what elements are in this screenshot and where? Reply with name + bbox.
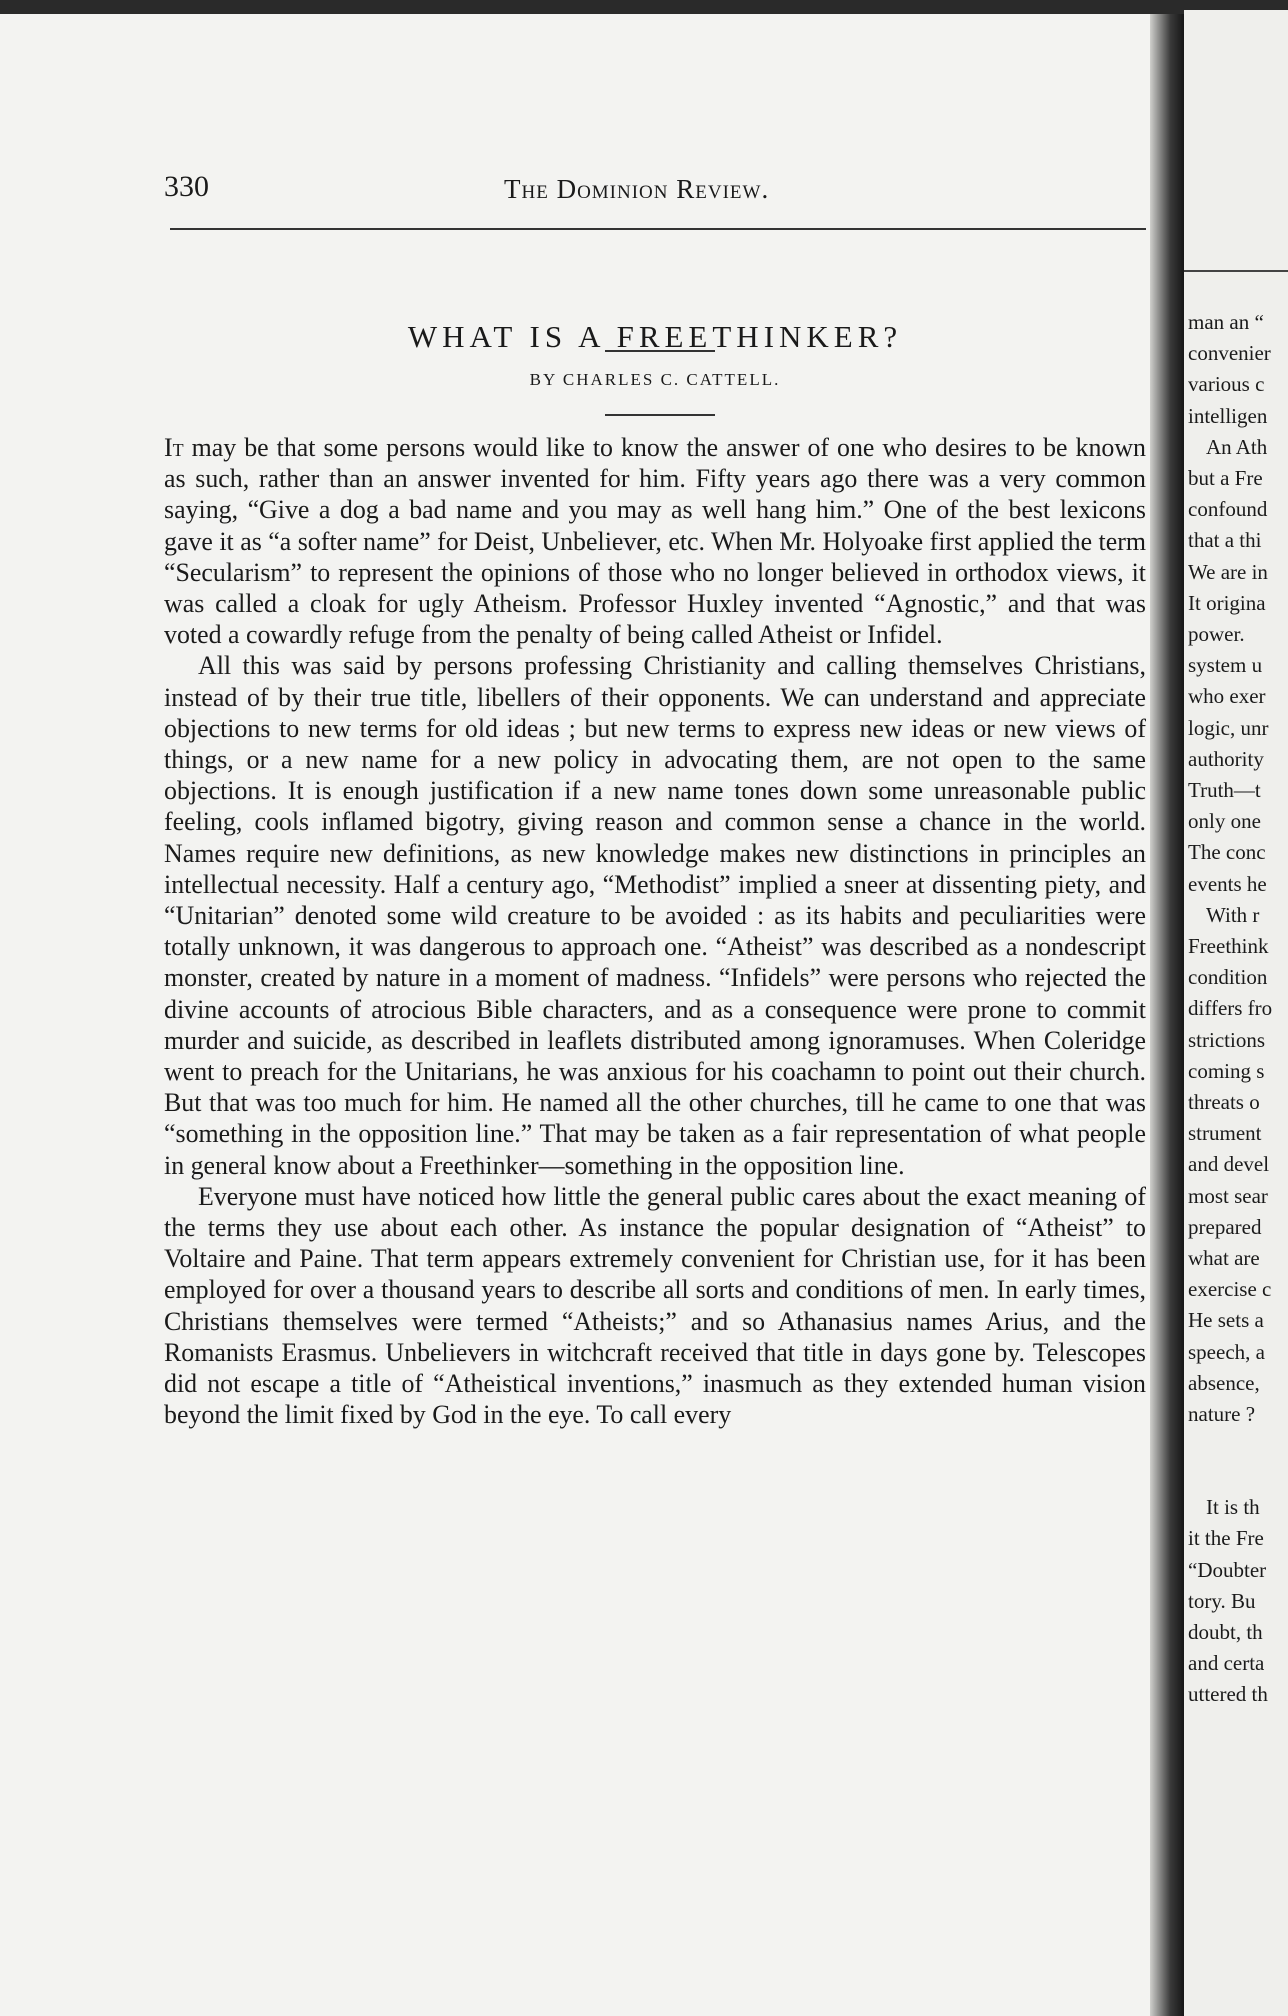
facing-page-line: It origina [1188, 590, 1266, 615]
facing-page-line: speech, a [1188, 1339, 1265, 1364]
facing-page-line: strument [1188, 1121, 1262, 1146]
facing-page-line: exercise c [1188, 1277, 1272, 1302]
facing-page-line: it the Fre [1188, 1526, 1264, 1551]
facing-page-line: uttered th [1188, 1682, 1268, 1707]
facing-page-line: threats o [1188, 1090, 1260, 1114]
article-byline: BY CHARLES C. CATTELL. [529, 370, 781, 389]
facing-page-line: We are in [1188, 559, 1268, 584]
facing-page-fragment [1184, 10, 1288, 2016]
facing-page-line: The conc [1188, 840, 1266, 865]
facing-page-line: An Ath [1206, 434, 1268, 459]
drop-cap: It [164, 433, 184, 462]
facing-page-line: what are [1188, 1246, 1260, 1270]
facing-page-line: coming s [1188, 1058, 1265, 1083]
facing-page-line: man an “ [1188, 310, 1264, 334]
book-spine-shadow [1150, 14, 1184, 2016]
facing-page-line: power. [1188, 622, 1245, 646]
facing-page-line: differs fro [1188, 996, 1273, 1021]
paragraph-1 [164, 432, 1146, 650]
facing-page-line: confound [1188, 497, 1268, 522]
facing-page-line: system u [1188, 653, 1263, 678]
running-head: The Dominion Review. [504, 174, 770, 204]
facing-page-line: tory. Bu [1188, 1588, 1256, 1613]
facing-page-line: and devel [1188, 1152, 1270, 1177]
facing-page-line: various c [1188, 372, 1265, 397]
facing-page-line: most sear [1188, 1183, 1268, 1208]
facing-page-line: It is th [1206, 1495, 1260, 1520]
facing-page-line: “Doubter [1188, 1557, 1267, 1582]
facing-page-line: doubt, th [1188, 1620, 1263, 1644]
facing-page-line: prepared [1188, 1214, 1262, 1239]
facing-page-line: With r [1206, 902, 1260, 927]
facing-page-line: that a thi [1188, 528, 1262, 553]
paragraph-1-text: may be that some persons would like to know the answer of one who desires to be known as such, rather than an answer invented for him. Fifty years ago there was a very common saying, “Give a dog a bad name and you may as well hang him.” One of the best lexicons gave it as “a softer name” for Deist, Unbeliever, etc. When Mr. Holyoake first applied the term “Secularism” to represent the opinions of those who no longer believed in orthodox views, it was called a cloak for ugly Atheism. Professor Huxley invented “Agnostic,” and that was voted a cowardly refuge from the penalty of being called Atheist or Infidel. [164, 433, 1146, 650]
paragraph-2: All this was said by persons professing Christianity and calling themselves Christians, instead of by their true title, libellers of their opponents. We can understand and appreciate objections to new terms for old ideas ; but new terms to express new ideas or new views of things, or a new name for a new policy in advocating them, are not open to the same objections. It is enough justification if a new name tones down some unreasonable public feeling, cools inflamed bigotry, giving reason and common sense a chance in the world. Names require new definitions, as new knowledge makes new distinctions in principles an intellectual necessity. Half a century ago, “Methodist” implied a sneer at dissenting piety, and “Unitarian” denoted some wild creature to be avoided : as its habits and peculiarities were totally unknown, it was dangerous to approach one. “Atheist” was described as a nondescript monster, created by nature in a moment of madness. “Infidels” were persons who rejected the divine accounts of atrocious Bible characters, and as a consequence were prone to commit murder and suicide, as described in leaflets distributed among ignoramuses. When Coleridge went to preach for the Unitarians, he was anxious for his coachamn to point out their church. But that was too much for him. He named all the other churches, till he came to one that was “something in the opposition line.” That may be taken as a fair representation of what people in general know about a Freethinker—something in the opposition line. [164, 651, 1146, 1180]
facing-page-line: Truth—t [1188, 778, 1261, 802]
facing-page-line: convenier [1188, 341, 1271, 366]
facing-page-line: events he [1188, 871, 1267, 896]
facing-page-line: logic, unr [1188, 715, 1269, 740]
facing-page-line: only one [1188, 809, 1261, 834]
facing-page-line: absence, [1188, 1370, 1260, 1395]
facing-page-line: authority [1188, 746, 1264, 771]
article-title: WHAT IS A FREETHINKER? [407, 318, 903, 354]
title-rule [605, 350, 715, 352]
header-rule [170, 228, 1146, 230]
facing-page-line: but a Fre [1188, 466, 1263, 490]
page-header [164, 170, 1146, 220]
byline-rule [605, 414, 715, 416]
facing-page-line: intelligen [1188, 403, 1268, 428]
page-number: 330 [164, 170, 209, 203]
facing-page-line: strictions [1188, 1027, 1265, 1052]
facing-page-line: He sets a [1188, 1308, 1264, 1333]
facing-page-line: who exer [1188, 684, 1266, 709]
article-body [164, 432, 1146, 1431]
facing-page-line: condition [1188, 965, 1268, 990]
paragraph-3: Everyone must have noticed how little the general public cares about the exact meaning of the terms they use about each other. As instance the popular designation of “Atheist” to Voltaire and Paine. That term appears extremely convenient for Christian use, for it has been employed for over a thousand years to describe all sorts and conditions of men. In early times, Christians themselves were termed “Atheists;” and so Athanasius names Arius, and the Romanists Erasmus. Unbelievers in witchcraft received that title in days gone by. Telescopes did not escape a title of “Atheistical inventions,” inasmuch as they extended human vision beyond the limit fixed by God in the eye. To call every [164, 1181, 1146, 1430]
facing-page-line: and certa [1188, 1651, 1265, 1676]
facing-page-line: Freethink [1188, 934, 1269, 958]
facing-page-line: nature ? [1188, 1402, 1256, 1426]
facing-page-rule [1184, 270, 1288, 272]
